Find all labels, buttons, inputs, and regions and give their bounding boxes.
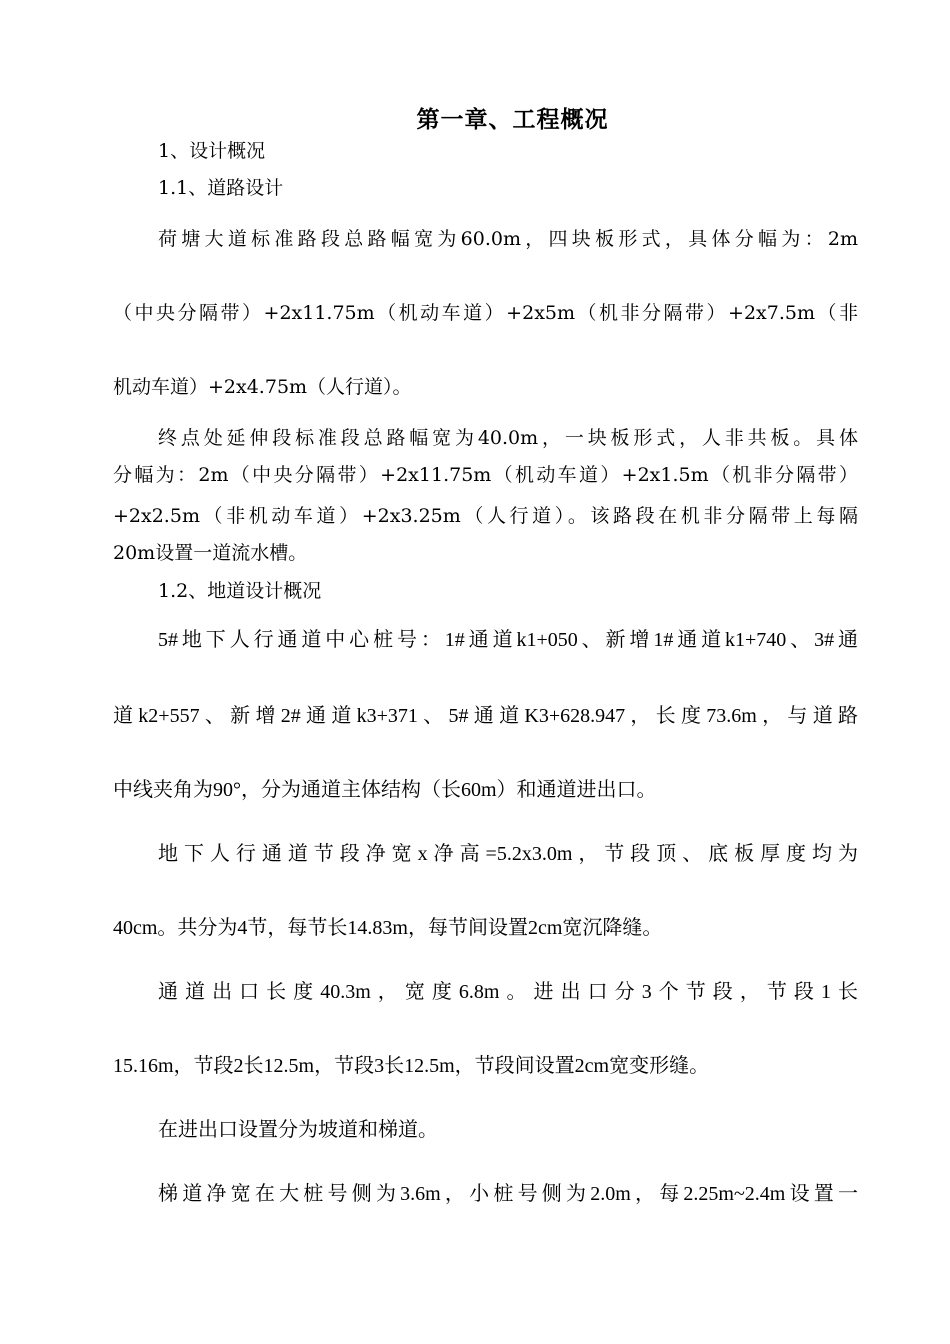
paragraph-line: 5#地下人行通道中心桩号：1#通道k1+050、新增1#通道k1+740、3#通 [158, 629, 858, 651]
chapter-title: 第一章、工程概况 [416, 106, 609, 133]
paragraph-line: 荷塘大道标准路段总路幅宽为60.0m，四块板形式，具体分幅为：2m [158, 228, 858, 250]
paragraph-line: 梯道净宽在大桩号侧为3.6m，小桩号侧为2.0m，每2.25m~2.4m设置一 [158, 1183, 858, 1205]
section-heading: 1、设计概况 [158, 140, 266, 162]
subsection-heading: 1.1、道路设计 [158, 177, 284, 199]
paragraph-line: 地下人行通道节段净宽x净高=5.2x3.0m，节段顶、底板厚度均为 [158, 843, 858, 865]
subsection-heading: 1.2、地道设计概况 [158, 580, 322, 602]
paragraph-line: 20m设置一道流水槽。 [113, 542, 308, 564]
paragraph-line: 15.16m，节段2长12.5m，节段3长12.5m，节段间设置2cm宽变形缝。 [113, 1055, 710, 1077]
paragraph-line: （中央分隔带）+2x11.75m（机动车道）+2x5m（机非分隔带）+2x7.5m（非 [113, 302, 858, 324]
paragraph-line: 在进出口设置分为坡道和梯道。 [158, 1119, 438, 1141]
paragraph-line: 40cm。共分为4节，每节长14.83m，每节间设置2cm宽沉降缝。 [113, 917, 663, 939]
paragraph-line: 通道出口长度40.3m，宽度6.8m。进出口分3个节段，节段1长 [158, 981, 858, 1003]
paragraph-line: 终点处延伸段标准段总路幅宽为40.0m，一块板形式，人非共板。具体 [158, 427, 858, 449]
paragraph-line: 道k2+557、新增2#通道k3+371、5#通道K3+628.947，长度73.6m，与道路 [113, 705, 858, 727]
paragraph-line: 中线夹角为90°，分为通道主体结构（长60m）和通道进出口。 [113, 779, 657, 801]
paragraph-line: 分幅为：2m（中央分隔带）+2x11.75m（机动车道）+2x1.5m（机非分隔带） [113, 464, 858, 486]
paragraph-line: +2x2.5m（非机动车道）+2x3.25m（人行道）。该路段在机非分隔带上每隔 [113, 505, 858, 527]
paragraph-line: 机动车道）+2x4.75m（人行道）。 [113, 376, 412, 398]
